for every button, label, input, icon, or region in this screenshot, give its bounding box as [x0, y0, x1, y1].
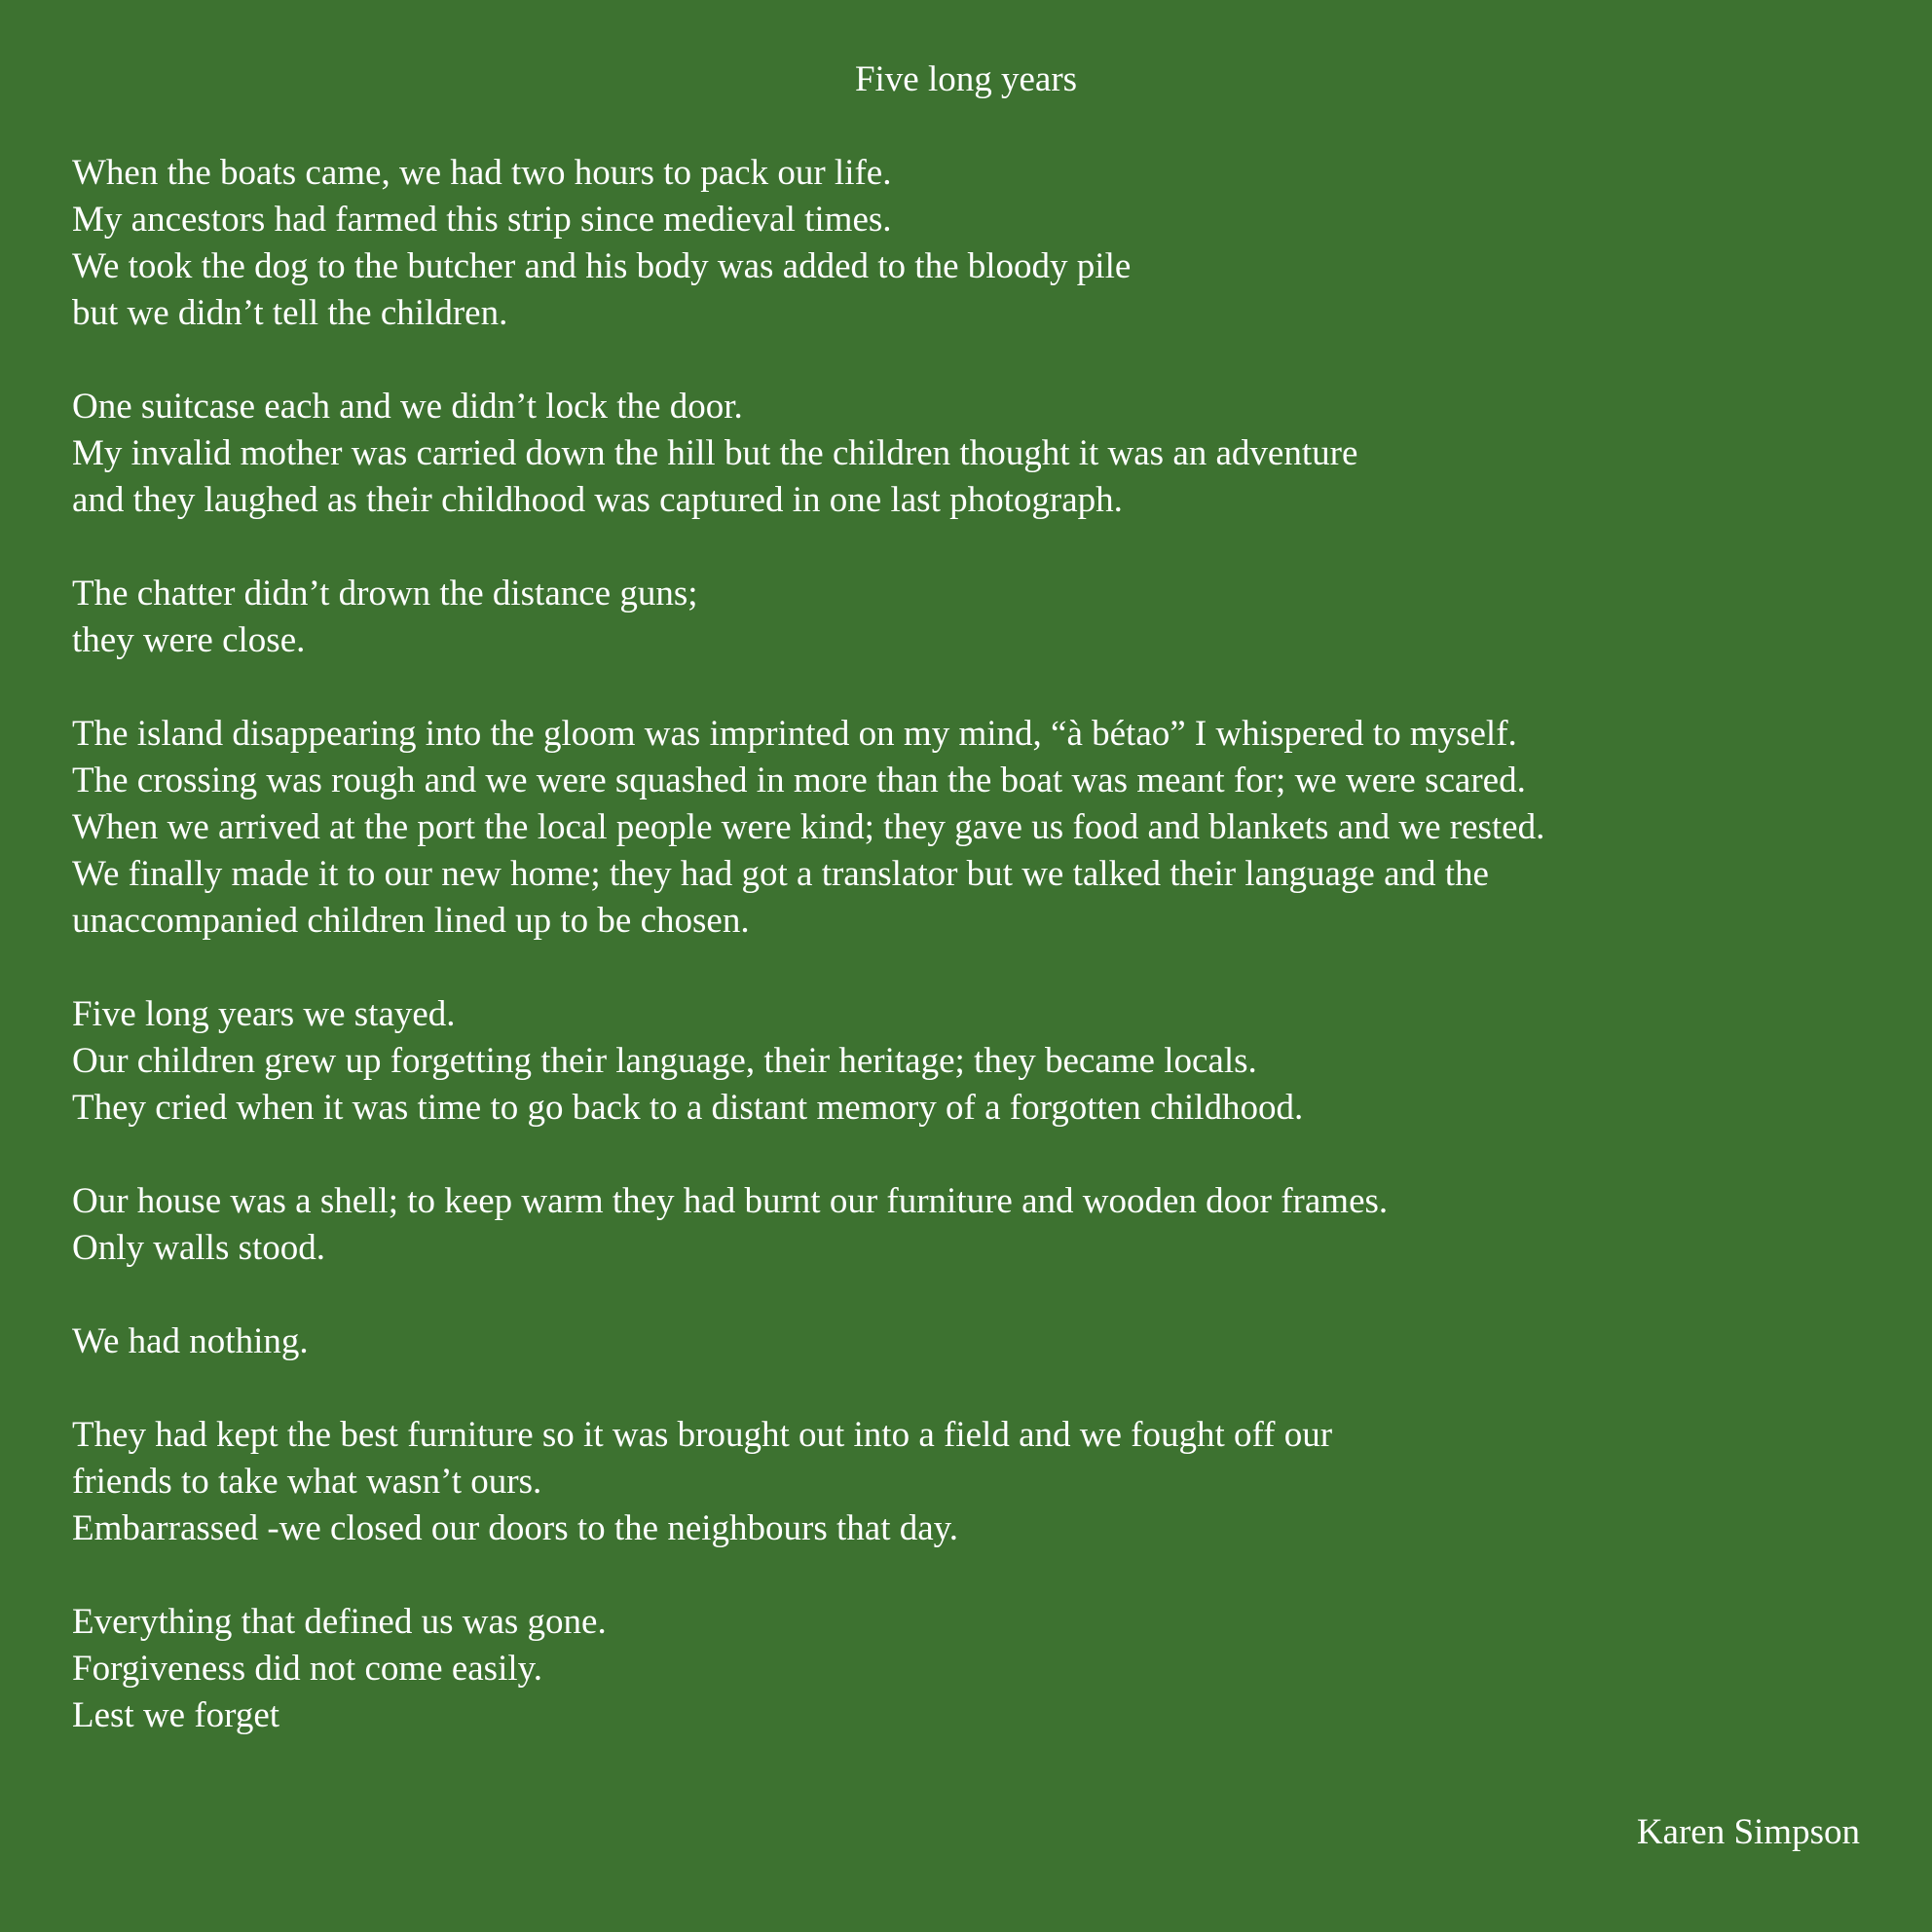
poem-line: Forgiveness did not come easily.	[72, 1649, 542, 1689]
poem-line: We had nothing.	[72, 1321, 309, 1361]
poem-line: They had kept the best furniture so it was brought out into a field and we fought off our	[72, 1415, 1333, 1455]
poem-line: My ancestors had farmed this strip since medieval times.	[72, 200, 892, 240]
author-name: Karen Simpson	[1636, 1812, 1860, 1852]
poem-line: They cried when it was time to go back to a distant memory of a forgotten childhood.	[72, 1088, 1304, 1128]
poem-line: The crossing was rough and we were squashed in more than the boat was meant for; we were scared.	[72, 761, 1526, 800]
poem-line: When the boats came, we had two hours to pack our life.	[72, 153, 892, 193]
poem-line: friends to take what wasn’t ours.	[72, 1462, 542, 1502]
stanza	[72, 384, 1825, 524]
poem-line: Five long years we stayed.	[72, 994, 456, 1034]
poem-line: unaccompanied children lined up to be chosen.	[72, 901, 750, 941]
stanza	[72, 1412, 1825, 1552]
stanza	[72, 1178, 1825, 1272]
stanza	[72, 150, 1825, 337]
poem-line: My invalid mother was carried down the hill but the children thought it was an adventure	[72, 433, 1358, 473]
stanza	[72, 571, 1825, 664]
stanza	[72, 711, 1825, 945]
poem-line: One suitcase each and we didn’t lock the door.	[72, 387, 743, 427]
poem-line: Lest we forget	[72, 1695, 280, 1735]
stanza	[72, 1599, 1825, 1739]
poem-line: We finally made it to our new home; they had got a translator but we talked their language and the	[72, 854, 1489, 894]
poem-line: Everything that defined us was gone.	[72, 1602, 607, 1642]
stanza	[72, 991, 1825, 1132]
poem-line: Our house was a shell; to keep warm they had burnt our furniture and wooden door frames.	[72, 1181, 1389, 1221]
poem-line: We took the dog to the butcher and his body was added to the bloody pile	[72, 246, 1132, 286]
poem-line: Our children grew up forgetting their language, their heritage; they became locals.	[72, 1041, 1257, 1081]
poem-line: The chatter didn’t drown the distance guns;	[72, 574, 698, 613]
poem-line: Embarrassed -we closed our doors to the neighbours that day.	[72, 1508, 959, 1548]
poem-line: Only walls stood.	[72, 1228, 326, 1268]
poem-line: When we arrived at the port the local people were kind; they gave us food and blankets and we rested.	[72, 807, 1545, 847]
poem-line: and they laughed as their childhood was captured in one last photograph.	[72, 480, 1123, 520]
stanza	[72, 1319, 1825, 1365]
poem-line: but we didn’t tell the children.	[72, 293, 508, 333]
poem-line: they were close.	[72, 620, 306, 660]
poem-body	[72, 150, 1825, 1786]
poem-line: The island disappearing into the gloom was imprinted on my mind, “à bétao” I whispered to myself.	[72, 714, 1517, 754]
poem-title: Five long years	[854, 59, 1078, 99]
